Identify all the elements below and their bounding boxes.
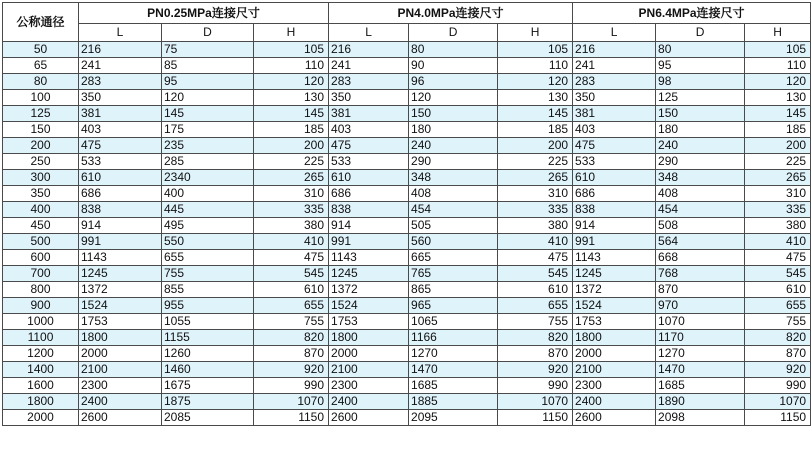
nominal-diameter-cell: 65 [3, 58, 79, 74]
pn025-l-cell: 403 [79, 122, 162, 138]
pn025-d-cell: 400 [162, 186, 254, 202]
pn025-l-cell: 838 [79, 202, 162, 218]
nominal-diameter-cell: 1100 [3, 330, 79, 346]
pn64-l-cell: 216 [573, 42, 656, 58]
pn64-d-cell: 80 [656, 42, 745, 58]
nominal-diameter-cell: 300 [3, 170, 79, 186]
nominal-diameter-cell: 500 [3, 234, 79, 250]
pn64-d-cell: 1170 [656, 330, 745, 346]
table-row [3, 378, 811, 394]
pn64-l-cell: 381 [573, 106, 656, 122]
table-row [3, 154, 811, 170]
pn64-d-cell: 768 [656, 266, 745, 282]
pn025-d-cell: 95 [162, 74, 254, 90]
nominal-diameter-cell: 250 [3, 154, 79, 170]
pn64-d-cell: 95 [656, 58, 745, 74]
pn64-h-cell: 110 [745, 58, 811, 74]
pn025-d-cell: 145 [162, 106, 254, 122]
pn025-h-cell: 920 [254, 362, 329, 378]
column-header-h: H [745, 24, 811, 42]
pn64-h-cell: 475 [745, 250, 811, 266]
pn40-l-cell: 381 [329, 106, 409, 122]
pn025-d-cell: 175 [162, 122, 254, 138]
column-header-d: D [409, 24, 498, 42]
pn40-d-cell: 150 [409, 106, 498, 122]
pn40-l-cell: 914 [329, 218, 409, 234]
nominal-diameter-cell: 1600 [3, 378, 79, 394]
pn64-h-cell: 130 [745, 90, 811, 106]
table-row [3, 218, 811, 234]
pn40-l-cell: 241 [329, 58, 409, 74]
pn025-l-cell: 533 [79, 154, 162, 170]
table-row [3, 106, 811, 122]
pn025-l-cell: 1800 [79, 330, 162, 346]
pn40-h-cell: 870 [498, 346, 573, 362]
pn025-l-cell: 1524 [79, 298, 162, 314]
pn64-d-cell: 1270 [656, 346, 745, 362]
pn40-d-cell: 965 [409, 298, 498, 314]
pn40-l-cell: 2600 [329, 410, 409, 426]
pn40-d-cell: 240 [409, 138, 498, 154]
pn025-l-cell: 1372 [79, 282, 162, 298]
nominal-diameter-cell: 1000 [3, 314, 79, 330]
table-row [3, 314, 811, 330]
dimension-table [2, 2, 811, 426]
pn40-d-cell: 90 [409, 58, 498, 74]
pn64-d-cell: 348 [656, 170, 745, 186]
pn025-l-cell: 1245 [79, 266, 162, 282]
pn40-d-cell: 1470 [409, 362, 498, 378]
pn025-h-cell: 105 [254, 42, 329, 58]
pn025-h-cell: 130 [254, 90, 329, 106]
table-row [3, 298, 811, 314]
nominal-diameter-cell: 1200 [3, 346, 79, 362]
pn64-d-cell: 1890 [656, 394, 745, 410]
pn025-h-cell: 655 [254, 298, 329, 314]
table-row [3, 138, 811, 154]
pn025-h-cell: 110 [254, 58, 329, 74]
pn025-h-cell: 185 [254, 122, 329, 138]
table-row [3, 394, 811, 410]
pn64-l-cell: 991 [573, 234, 656, 250]
pn025-l-cell: 283 [79, 74, 162, 90]
pn40-h-cell: 130 [498, 90, 573, 106]
pn40-h-cell: 655 [498, 298, 573, 314]
pn64-d-cell: 870 [656, 282, 745, 298]
pn40-h-cell: 1070 [498, 394, 573, 410]
nominal-diameter-cell: 100 [3, 90, 79, 106]
table-row [3, 186, 811, 202]
pn025-h-cell: 1150 [254, 410, 329, 426]
column-header-l: L [79, 24, 162, 42]
pn025-h-cell: 755 [254, 314, 329, 330]
nominal-diameter-cell: 200 [3, 138, 79, 154]
pn64-l-cell: 475 [573, 138, 656, 154]
pn40-l-cell: 1143 [329, 250, 409, 266]
pn025-h-cell: 145 [254, 106, 329, 122]
pn64-d-cell: 1070 [656, 314, 745, 330]
pn40-l-cell: 1245 [329, 266, 409, 282]
pn40-d-cell: 180 [409, 122, 498, 138]
pn025-h-cell: 990 [254, 378, 329, 394]
pn025-h-cell: 310 [254, 186, 329, 202]
pn40-d-cell: 290 [409, 154, 498, 170]
table-row [3, 170, 811, 186]
pn40-h-cell: 475 [498, 250, 573, 266]
column-header-l: L [573, 24, 656, 42]
pn64-h-cell: 145 [745, 106, 811, 122]
pn025-h-cell: 335 [254, 202, 329, 218]
nominal-diameter-cell: 400 [3, 202, 79, 218]
pn025-h-cell: 120 [254, 74, 329, 90]
pn64-h-cell: 185 [745, 122, 811, 138]
pn40-h-cell: 120 [498, 74, 573, 90]
pn025-d-cell: 120 [162, 90, 254, 106]
pn025-l-cell: 686 [79, 186, 162, 202]
pn64-h-cell: 870 [745, 346, 811, 362]
pn64-h-cell: 1150 [745, 410, 811, 426]
pn025-d-cell: 1055 [162, 314, 254, 330]
nominal-diameter-cell: 900 [3, 298, 79, 314]
pn40-l-cell: 216 [329, 42, 409, 58]
pn64-l-cell: 2300 [573, 378, 656, 394]
pn64-l-cell: 2600 [573, 410, 656, 426]
pn025-l-cell: 216 [79, 42, 162, 58]
pn64-l-cell: 2000 [573, 346, 656, 362]
pn40-h-cell: 545 [498, 266, 573, 282]
pn40-d-cell: 348 [409, 170, 498, 186]
pn025-l-cell: 2300 [79, 378, 162, 394]
pn025-h-cell: 380 [254, 218, 329, 234]
table-row [3, 282, 811, 298]
nominal-diameter-cell: 125 [3, 106, 79, 122]
pn40-l-cell: 991 [329, 234, 409, 250]
pn40-l-cell: 283 [329, 74, 409, 90]
pn40-l-cell: 350 [329, 90, 409, 106]
pn64-l-cell: 1372 [573, 282, 656, 298]
pn40-h-cell: 755 [498, 314, 573, 330]
pn025-d-cell: 75 [162, 42, 254, 58]
pn40-l-cell: 1753 [329, 314, 409, 330]
pn40-d-cell: 865 [409, 282, 498, 298]
pn64-h-cell: 265 [745, 170, 811, 186]
pn025-d-cell: 955 [162, 298, 254, 314]
pn40-h-cell: 380 [498, 218, 573, 234]
pn64-h-cell: 225 [745, 154, 811, 170]
pn64-l-cell: 1524 [573, 298, 656, 314]
nominal-diameter-header: 公称通径 [3, 3, 79, 42]
pn025-d-cell: 445 [162, 202, 254, 218]
pn40-d-cell: 1166 [409, 330, 498, 346]
table-row [3, 74, 811, 90]
pn40-d-cell: 1885 [409, 394, 498, 410]
column-header-h: H [498, 24, 573, 42]
pn025-d-cell: 1155 [162, 330, 254, 346]
group-header-pn40: PN4.0MPa连接尺寸 [329, 3, 573, 24]
pn64-h-cell: 990 [745, 378, 811, 394]
pn40-l-cell: 2100 [329, 362, 409, 378]
nominal-diameter-cell: 50 [3, 42, 79, 58]
pn025-l-cell: 2000 [79, 346, 162, 362]
pn40-h-cell: 410 [498, 234, 573, 250]
pn64-l-cell: 1753 [573, 314, 656, 330]
column-header-l: L [329, 24, 409, 42]
pn40-d-cell: 1270 [409, 346, 498, 362]
pn64-d-cell: 98 [656, 74, 745, 90]
pn025-l-cell: 241 [79, 58, 162, 74]
pn025-d-cell: 495 [162, 218, 254, 234]
pn64-d-cell: 454 [656, 202, 745, 218]
column-header-d: D [162, 24, 254, 42]
table-row [3, 330, 811, 346]
pn40-d-cell: 1065 [409, 314, 498, 330]
table-row [3, 266, 811, 282]
group-header-row [3, 3, 811, 24]
pn025-l-cell: 610 [79, 170, 162, 186]
pn64-l-cell: 914 [573, 218, 656, 234]
pn40-l-cell: 686 [329, 186, 409, 202]
table-row [3, 202, 811, 218]
pn025-d-cell: 550 [162, 234, 254, 250]
pn025-d-cell: 1875 [162, 394, 254, 410]
pn40-h-cell: 310 [498, 186, 573, 202]
pn025-h-cell: 225 [254, 154, 329, 170]
pn40-h-cell: 990 [498, 378, 573, 394]
pn40-d-cell: 96 [409, 74, 498, 90]
pn64-h-cell: 545 [745, 266, 811, 282]
pn025-l-cell: 2600 [79, 410, 162, 426]
pn40-d-cell: 1685 [409, 378, 498, 394]
pn64-d-cell: 125 [656, 90, 745, 106]
pn64-l-cell: 350 [573, 90, 656, 106]
pn025-l-cell: 914 [79, 218, 162, 234]
group-header-pn64: PN6.4MPa连接尺寸 [573, 3, 811, 24]
pn40-d-cell: 505 [409, 218, 498, 234]
table-row [3, 234, 811, 250]
pn64-h-cell: 200 [745, 138, 811, 154]
pn64-d-cell: 668 [656, 250, 745, 266]
nominal-diameter-cell: 1800 [3, 394, 79, 410]
pn40-l-cell: 475 [329, 138, 409, 154]
column-header-row [3, 24, 811, 42]
pn025-d-cell: 2085 [162, 410, 254, 426]
pn025-l-cell: 2400 [79, 394, 162, 410]
pn40-d-cell: 454 [409, 202, 498, 218]
pn64-h-cell: 820 [745, 330, 811, 346]
table-row [3, 122, 811, 138]
pn40-d-cell: 120 [409, 90, 498, 106]
pn025-h-cell: 545 [254, 266, 329, 282]
nominal-diameter-cell: 800 [3, 282, 79, 298]
pn64-d-cell: 150 [656, 106, 745, 122]
pn025-l-cell: 2100 [79, 362, 162, 378]
table-body [3, 42, 811, 426]
column-header-d: D [656, 24, 745, 42]
nominal-diameter-cell: 1400 [3, 362, 79, 378]
table-row [3, 362, 811, 378]
pn40-l-cell: 533 [329, 154, 409, 170]
pn025-d-cell: 285 [162, 154, 254, 170]
pn64-h-cell: 1070 [745, 394, 811, 410]
pn64-l-cell: 610 [573, 170, 656, 186]
pn64-d-cell: 2098 [656, 410, 745, 426]
pn40-h-cell: 1150 [498, 410, 573, 426]
pn025-d-cell: 2340 [162, 170, 254, 186]
pn025-h-cell: 610 [254, 282, 329, 298]
nominal-diameter-cell: 600 [3, 250, 79, 266]
pn64-h-cell: 920 [745, 362, 811, 378]
pn025-d-cell: 235 [162, 138, 254, 154]
pn025-h-cell: 475 [254, 250, 329, 266]
pn025-l-cell: 475 [79, 138, 162, 154]
pn025-d-cell: 85 [162, 58, 254, 74]
pn40-l-cell: 1524 [329, 298, 409, 314]
pn64-d-cell: 180 [656, 122, 745, 138]
pn025-h-cell: 820 [254, 330, 329, 346]
pn025-d-cell: 855 [162, 282, 254, 298]
table-row [3, 90, 811, 106]
pn40-h-cell: 920 [498, 362, 573, 378]
pn64-h-cell: 380 [745, 218, 811, 234]
group-header-pn025: PN0.25MPa连接尺寸 [79, 3, 329, 24]
pn64-l-cell: 403 [573, 122, 656, 138]
pn025-d-cell: 1260 [162, 346, 254, 362]
table-row [3, 410, 811, 426]
pn40-d-cell: 408 [409, 186, 498, 202]
pn40-h-cell: 335 [498, 202, 573, 218]
pn40-l-cell: 403 [329, 122, 409, 138]
pn40-l-cell: 838 [329, 202, 409, 218]
pn025-d-cell: 1460 [162, 362, 254, 378]
pn64-l-cell: 2400 [573, 394, 656, 410]
pn64-l-cell: 838 [573, 202, 656, 218]
pn025-h-cell: 1070 [254, 394, 329, 410]
pn40-h-cell: 110 [498, 58, 573, 74]
pn64-d-cell: 970 [656, 298, 745, 314]
pn64-h-cell: 335 [745, 202, 811, 218]
pn64-h-cell: 655 [745, 298, 811, 314]
column-header-h: H [254, 24, 329, 42]
nominal-diameter-cell: 700 [3, 266, 79, 282]
pn64-d-cell: 290 [656, 154, 745, 170]
pn025-d-cell: 1675 [162, 378, 254, 394]
table-row [3, 250, 811, 266]
pn40-l-cell: 1372 [329, 282, 409, 298]
pn64-d-cell: 240 [656, 138, 745, 154]
pn64-l-cell: 2100 [573, 362, 656, 378]
pn40-h-cell: 185 [498, 122, 573, 138]
nominal-diameter-cell: 2000 [3, 410, 79, 426]
pn40-h-cell: 145 [498, 106, 573, 122]
pn64-h-cell: 755 [745, 314, 811, 330]
table-row [3, 58, 811, 74]
pn40-l-cell: 2400 [329, 394, 409, 410]
pn64-l-cell: 533 [573, 154, 656, 170]
pn025-h-cell: 410 [254, 234, 329, 250]
pn64-l-cell: 283 [573, 74, 656, 90]
pn40-l-cell: 2300 [329, 378, 409, 394]
pn40-l-cell: 610 [329, 170, 409, 186]
pn64-h-cell: 610 [745, 282, 811, 298]
pn64-d-cell: 564 [656, 234, 745, 250]
pn64-d-cell: 1685 [656, 378, 745, 394]
nominal-diameter-cell: 80 [3, 74, 79, 90]
pn64-h-cell: 410 [745, 234, 811, 250]
pn025-l-cell: 350 [79, 90, 162, 106]
pn64-h-cell: 105 [745, 42, 811, 58]
pn64-l-cell: 1245 [573, 266, 656, 282]
pn40-h-cell: 820 [498, 330, 573, 346]
table-row [3, 42, 811, 58]
pn64-d-cell: 1470 [656, 362, 745, 378]
pn64-l-cell: 1800 [573, 330, 656, 346]
pn025-h-cell: 870 [254, 346, 329, 362]
pn40-d-cell: 765 [409, 266, 498, 282]
pn40-h-cell: 225 [498, 154, 573, 170]
pn40-l-cell: 1800 [329, 330, 409, 346]
nominal-diameter-cell: 150 [3, 122, 79, 138]
pn64-d-cell: 408 [656, 186, 745, 202]
pn40-l-cell: 2000 [329, 346, 409, 362]
pn40-h-cell: 610 [498, 282, 573, 298]
pn40-d-cell: 80 [409, 42, 498, 58]
pn40-h-cell: 200 [498, 138, 573, 154]
pn64-l-cell: 686 [573, 186, 656, 202]
pn025-h-cell: 265 [254, 170, 329, 186]
pn025-h-cell: 200 [254, 138, 329, 154]
pn40-d-cell: 560 [409, 234, 498, 250]
pn025-l-cell: 1143 [79, 250, 162, 266]
pn64-l-cell: 1143 [573, 250, 656, 266]
pn64-h-cell: 310 [745, 186, 811, 202]
pn025-l-cell: 1753 [79, 314, 162, 330]
pn025-l-cell: 381 [79, 106, 162, 122]
pn64-h-cell: 120 [745, 74, 811, 90]
pn025-d-cell: 655 [162, 250, 254, 266]
pn025-d-cell: 755 [162, 266, 254, 282]
pn40-d-cell: 665 [409, 250, 498, 266]
nominal-diameter-cell: 350 [3, 186, 79, 202]
pn64-d-cell: 508 [656, 218, 745, 234]
table-row [3, 346, 811, 362]
pn40-h-cell: 105 [498, 42, 573, 58]
pn64-l-cell: 241 [573, 58, 656, 74]
pn025-l-cell: 991 [79, 234, 162, 250]
pn40-h-cell: 265 [498, 170, 573, 186]
nominal-diameter-cell: 450 [3, 218, 79, 234]
pn40-d-cell: 2095 [409, 410, 498, 426]
